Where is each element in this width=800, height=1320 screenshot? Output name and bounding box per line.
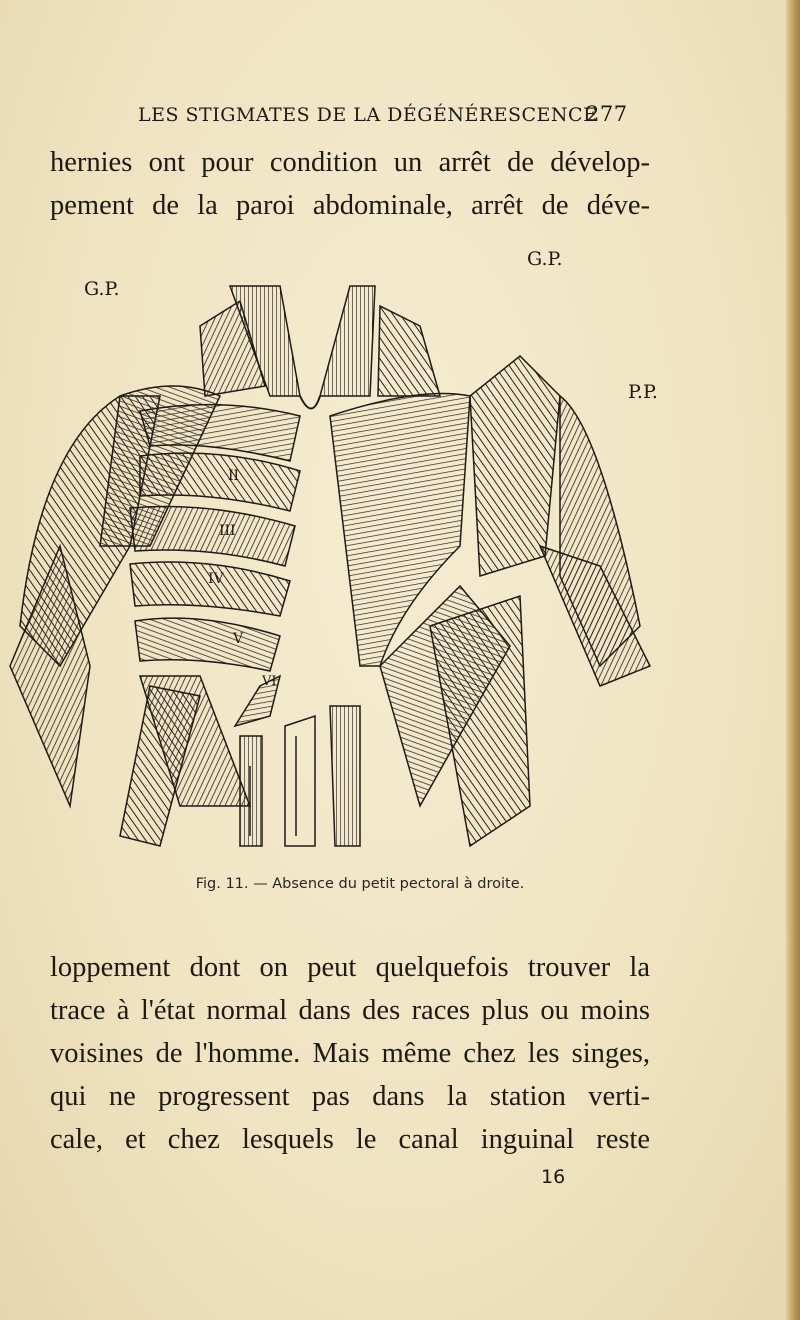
label-rib-iv: IV <box>208 571 224 587</box>
neck-muscles <box>200 286 440 409</box>
text-line: loppement dont on peut quelquefois trouver la <box>50 952 650 983</box>
rectus-abdominis <box>240 706 360 846</box>
label-rib-iii: III <box>219 523 236 539</box>
right-chest-muscles <box>330 356 650 846</box>
label-rib-vi: VI <box>262 674 277 689</box>
signature-mark: 16 <box>541 1166 566 1188</box>
paragraph-bottom <box>50 946 650 1161</box>
text-line: pement de la paroi abdominale, arrêt de déve- <box>50 190 650 221</box>
label-gp-left: G.P. <box>84 278 120 300</box>
anatomical-figure <box>0 246 680 886</box>
muscle-illustration <box>0 246 680 886</box>
page-number: 277 <box>586 102 628 126</box>
label-rib-v: V <box>233 631 244 647</box>
label-pp: P.P. <box>628 381 658 403</box>
label-rib-ii: II <box>228 468 240 484</box>
left-rib-cage <box>120 405 300 846</box>
page-edge <box>786 0 800 1320</box>
text-line: hernies ont pour condition un arrêt de dévelop- <box>50 147 650 178</box>
figure-caption: Fig. 11. — Absence du petit pectoral à droite. <box>195 876 525 892</box>
text-line: voisines de l'homme. Mais même chez les singes, <box>50 1038 650 1069</box>
text-line: qui ne progressent pas dans la station verti- <box>50 1081 650 1112</box>
label-gp-right: G.P. <box>527 248 563 270</box>
paragraph-top <box>50 141 650 227</box>
text-line: trace à l'état normal dans des races plus ou moins <box>50 995 650 1026</box>
text-line: cale, et chez lesquels le canal inguinal reste <box>50 1124 650 1155</box>
running-title: LES STIGMATES DE LA DÉGÉNÉRESCENCE <box>138 104 598 126</box>
